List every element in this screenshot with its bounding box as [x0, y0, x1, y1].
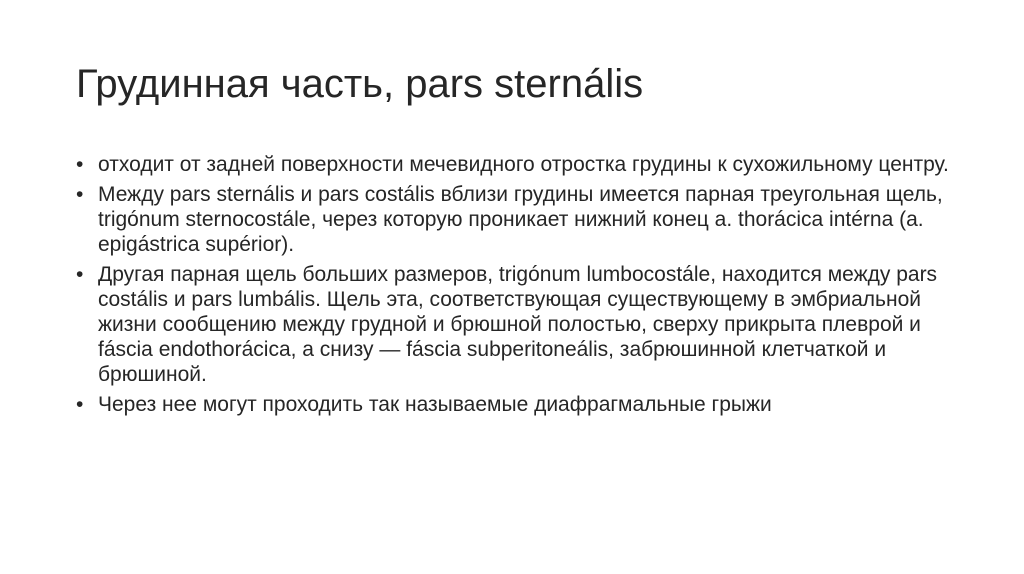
bullet-text: Между pars sternális и pars costális вблизи грудины имеется парная треугольная щель, trigónum sternocostále, через которую проникает нижний конец a. thorácica intérna (a. epigástrica supérior). — [98, 183, 943, 256]
bullet-text: Другая парная щель больших размеров, trigónum lumbocostále, находится между pars costális и pars lumbális. Щель эта, соответствующая существующему в эмбриальной жизни сообщению между грудной и брюшной полостью, сверху прикрыта плеврой и fáscia endothorácica, а снизу — fáscia subperitoneális, забрюшинной клетчаткой и брюшиной. — [98, 263, 938, 386]
bullet-dot-icon: • — [76, 183, 84, 206]
bullet-item — [76, 152, 956, 177]
bullet-item — [76, 392, 956, 417]
bullet-dot-icon: • — [76, 263, 84, 286]
slide-title: Грудинная часть, pars sternális — [76, 62, 644, 106]
bullet-list — [76, 152, 956, 422]
bullet-text: Через нее могут проходить так называемые диафрагмальные грыжи — [98, 393, 772, 416]
bullet-dot-icon: • — [76, 153, 84, 176]
bullet-item — [76, 182, 956, 257]
bullet-dot-icon: • — [76, 393, 84, 416]
bullet-item — [76, 262, 956, 387]
bullet-text: отходит от задней поверхности мечевидного отростка грудины к сухожильному центру. — [98, 153, 949, 176]
